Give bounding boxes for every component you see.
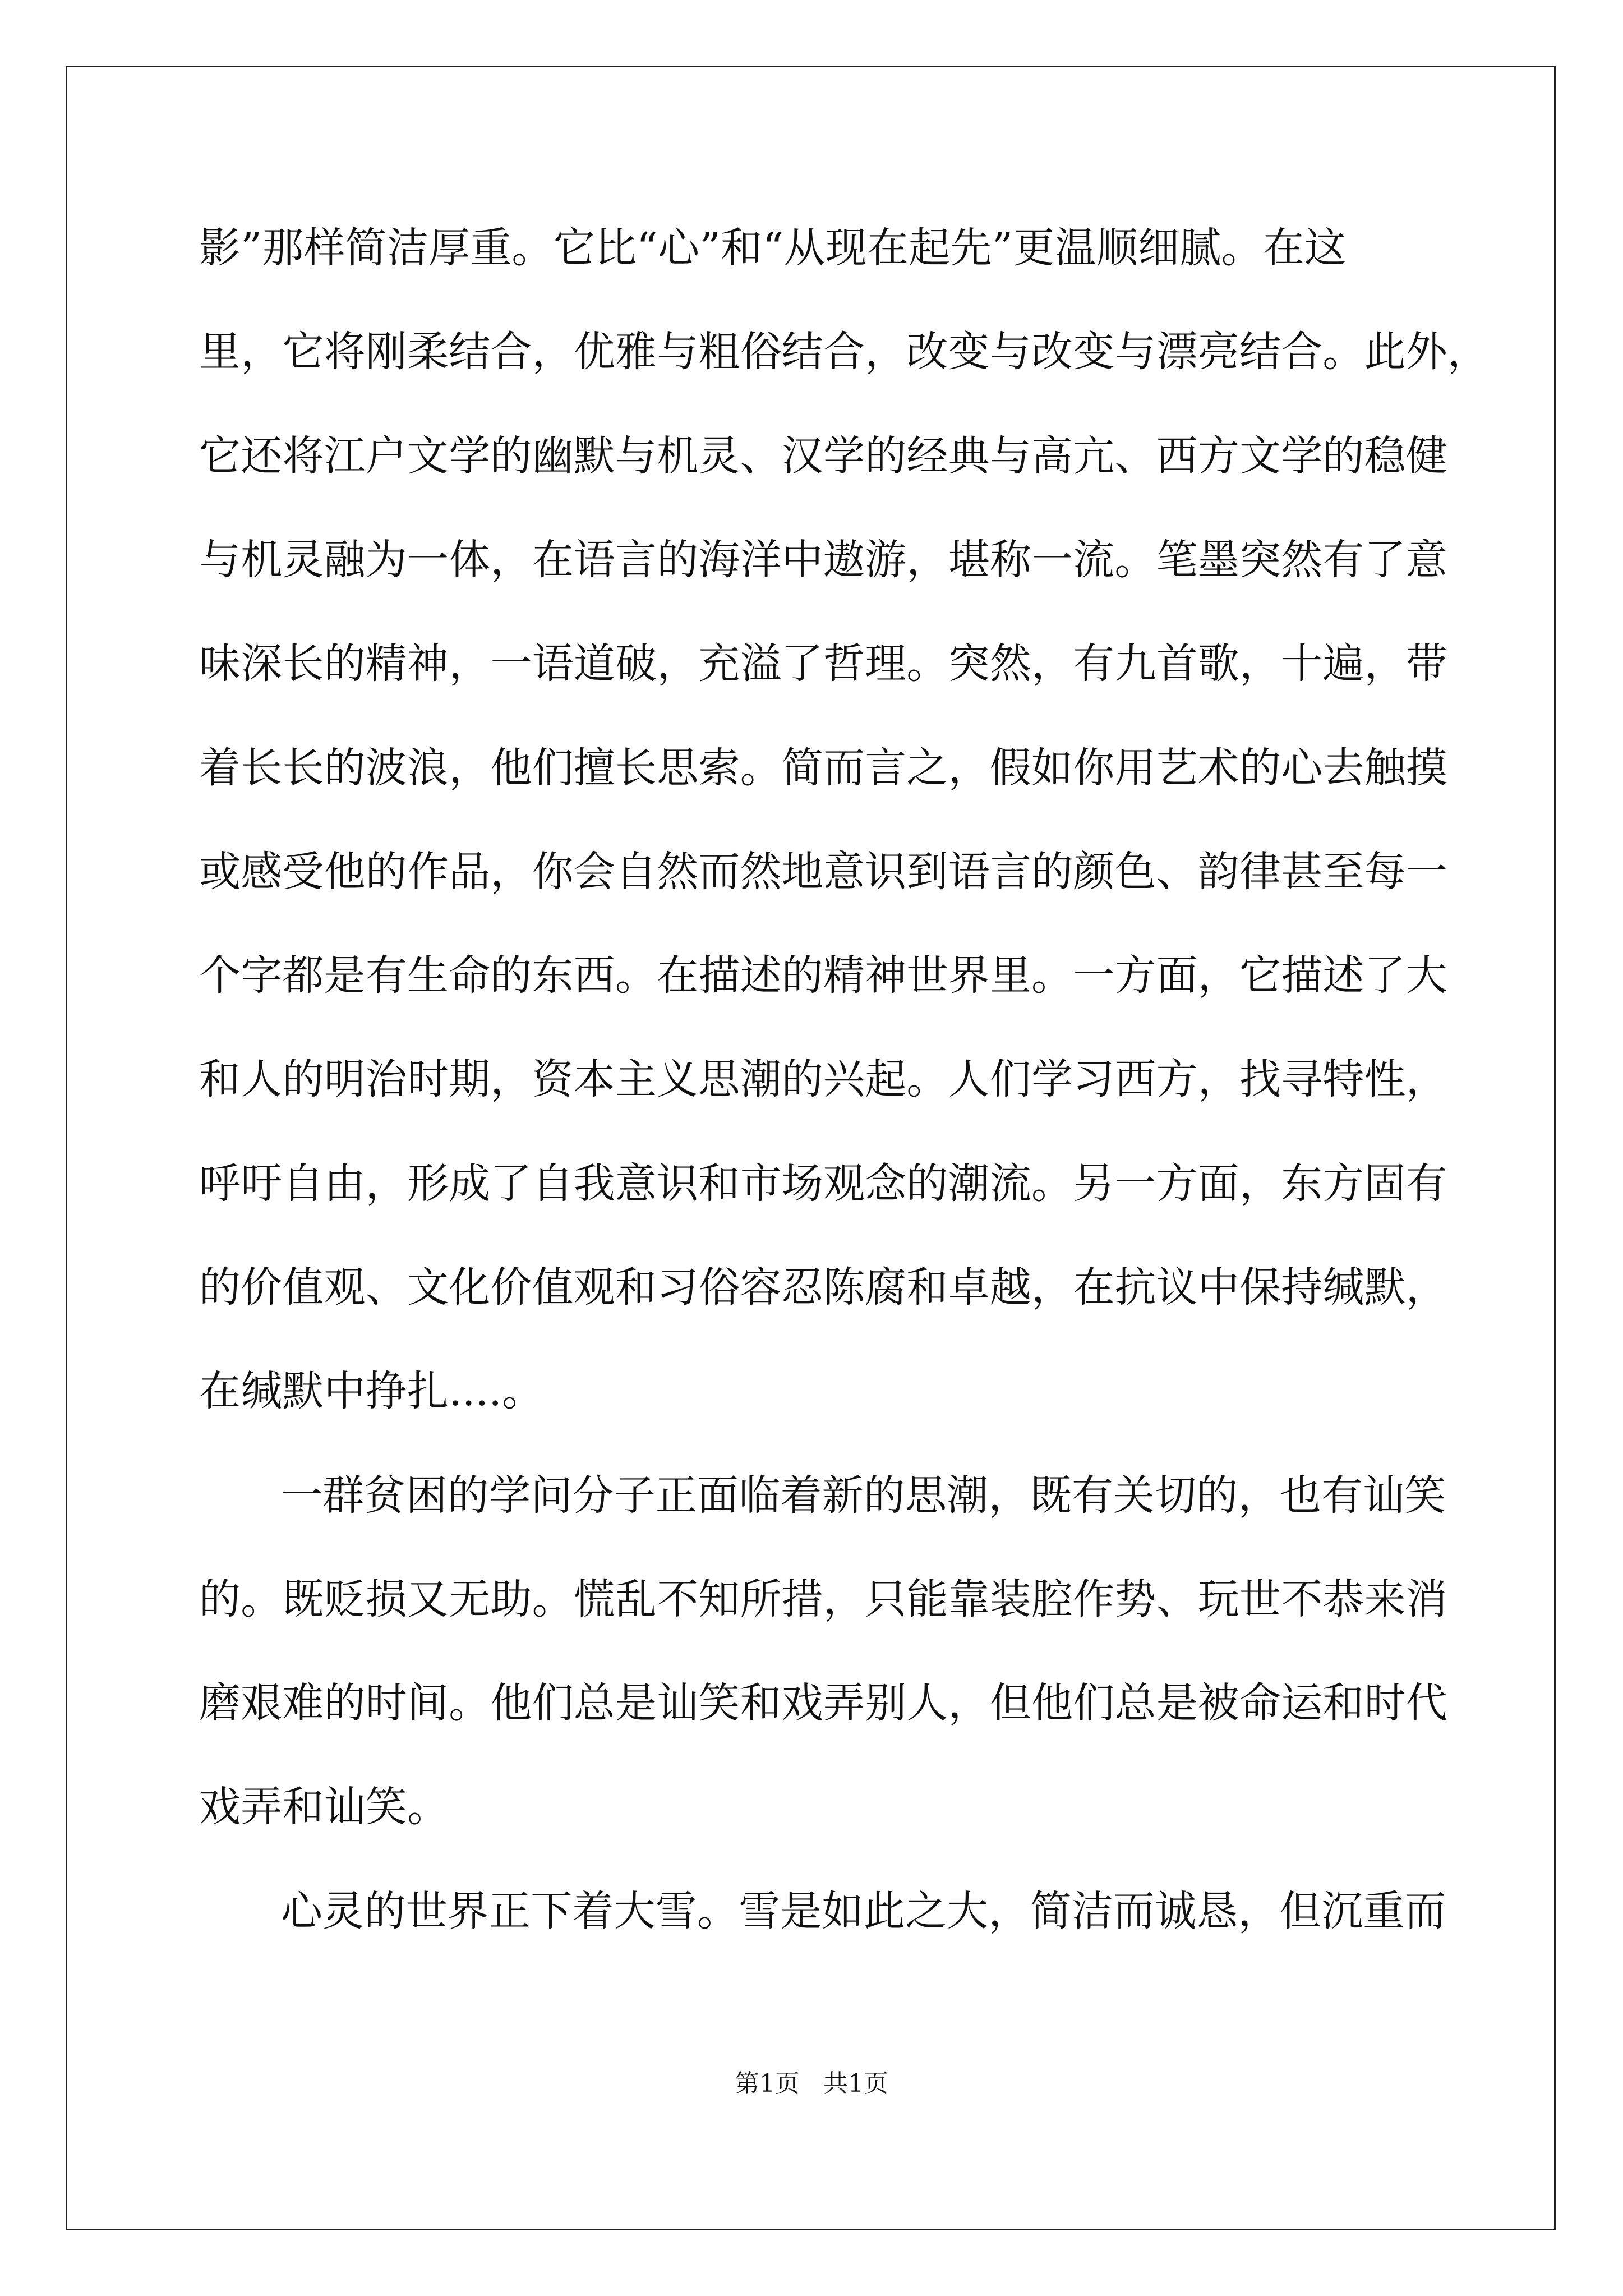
text-line: 心灵的世界正下着大雪。雪是如此之大，简洁而诚恳，但沉重而 [281,1887,1446,1935]
text-line: 一群贫困的学问分子正面临着新的思潮，既有关切的，也有讪笑 [281,1471,1446,1520]
text-line: 个字都是有生命的东西。在描述的精神世界里。一方面，它描述了大 [199,951,1447,1000]
text-line: 着长长的波浪，他们擅长思索。简而言之，假如你用艺术的心去触摸 [199,744,1447,792]
text-line: 与机灵融为一体，在语言的海洋中遨游，堪称一流。笔墨突然有了意 [199,536,1447,584]
text-line: 的。既贬损又无助。慌乱不知所措，只能靠装腔作势、玩世不恭来消 [199,1575,1447,1623]
text-line: 呼吁自由，形成了自我意识和市场观念的潮流。另一方面，东方固有 [199,1159,1447,1208]
text-line: 在缄默中挣扎....。 [199,1367,544,1415]
page-number: 第1页 共1页 [735,2069,888,2098]
text-line: 的价值观、文化价值观和习俗容忍陈腐和卓越，在抗议中保持缄默， [199,1263,1447,1312]
text-line: 或感受他的作品，你会自然而然地意识到语言的颜色、韵律甚至每一 [199,848,1447,896]
text-line: 戏弄和讪笑。 [199,1783,449,1831]
text-line: 它还将江户文学的幽默与机灵、汉学的经典与高亢、西方文学的稳健 [199,432,1447,480]
text-line: 影”那样简洁厚重。它比“心”和“从现在起先”更温顺细腻。在这 [199,224,1347,272]
text-line: 磨艰难的时间。他们总是讪笑和戏弄别人，但他们总是被命运和时代 [199,1679,1447,1727]
text-line: 味深长的精神，一语道破，充溢了哲理。突然，有九首歌，十遍，带 [199,639,1447,688]
text-line: 和人的明治时期，资本主义思潮的兴起。人们学习西方，找寻特性， [199,1055,1447,1103]
text-line: 里，它将刚柔结合，优雅与粗俗结合，改变与改变与漂亮结合。此外， [199,328,1490,376]
